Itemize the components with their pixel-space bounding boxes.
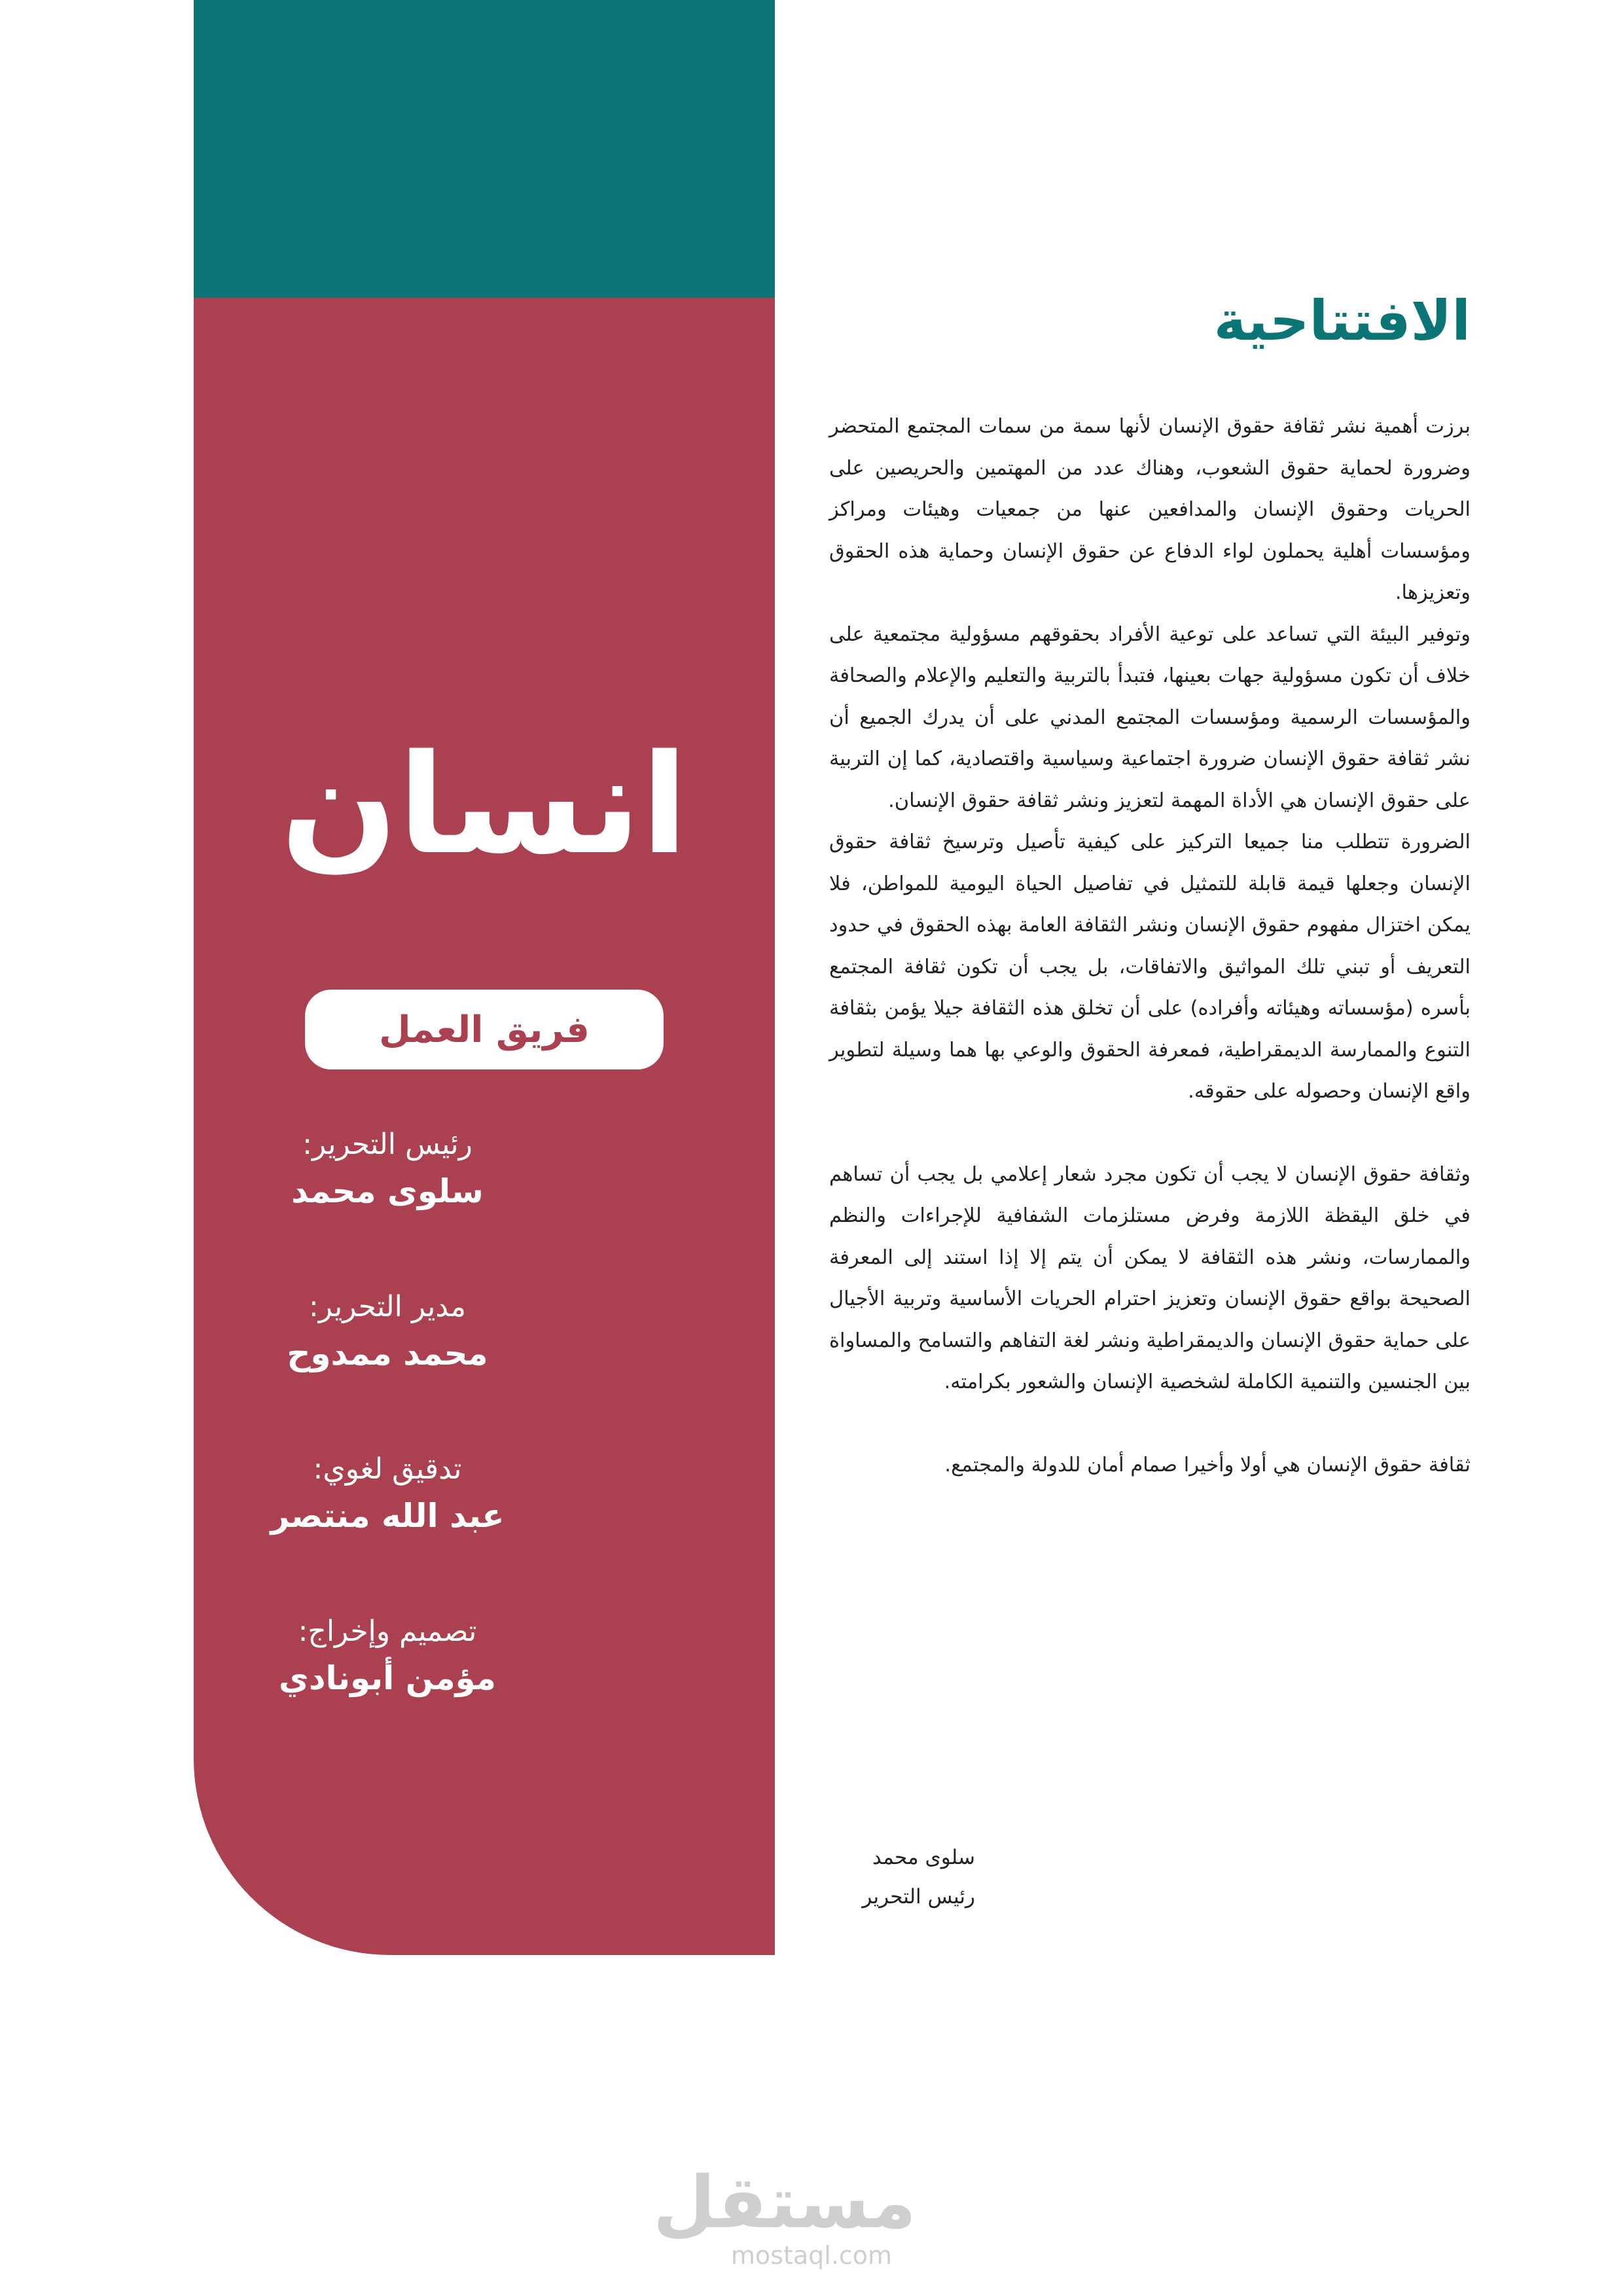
editorial-paragraph: الضرورة تتطلب منا جميعا التركيز على كيفية تأصيل وترسيخ ثقافة حقوق الإنسان وجعلها قيمة قابلة للتمثيل في تفاصيل الحياة اليومية للمواطن، فلا يمكن اختزال مفهوم حقوق الإنسان ونشر الثقافة العامة بهذه الحقوق في حدود التعريف أو تبني تلك المواثيق والاتفاقات، بل يجب أن تكون ثقافة المجتمع بأسره (مؤسساته وهيئاته وأفراده) على أن تخلق هذه الثقافة جيلا يؤمن بثقافة التنوع والممارسة الديمقراطية، فمعرفة الحقوق والوعي بها هما وسيلة لتطوير واقع الإنسان وحصوله على حقوقه.	[829, 831, 1471, 1103]
credit-editor-in-chief	[194, 1126, 581, 1288]
credit-role: تدقيق لغوي:	[313, 1452, 462, 1486]
credit-proofreading	[194, 1450, 581, 1613]
credit-role: رئيس التحرير:	[302, 1128, 473, 1161]
watermark-url: mostaql.com	[730, 2241, 893, 2270]
credit-name: مؤمن أبونادي	[279, 1659, 496, 1698]
editorial-paragraph: وثقافة حقوق الإنسان لا يجب أن تكون مجرد شعار إعلامي بل يجب أن تساهم في خلق اليقظة اللازمة وفرض مستلزمات الشفافية للإجراءات والنظم والممارسات، ونشر هذه الثقافة لا يمكن أن يتم إلا إذا استند إلى المعرفة الصحيحة بواقع حقوق الإنسان وتعزيز احترام الحريات الأساسية وتربية الأجيال على حماية حقوق الإنسان والديمقراطية ونشر لغة التفاهم والتسامح والمساواة بين الجنسين والتنمية الكاملة لشخصية الإنسان والشعور بكرامته.	[829, 1162, 1471, 1393]
editorial-heading: الافتتاحية	[1213, 289, 1471, 353]
credit-design-layout	[194, 1613, 581, 1775]
credit-role: مدير التحرير:	[308, 1290, 467, 1323]
credit-role: تصميم وإخراج:	[298, 1615, 477, 1648]
team-heading-pill	[305, 990, 664, 1069]
editorial-paragraph: وتوفير البيئة التي تساعد على توعية الأفراد بحقوقهم مسؤولية مجتمعية على خلاف أن تكون مسؤولية جهات بعينها، فتبدأ بالتربية والتعليم والإعلام والصحافة والمؤسسات الرسمية ومؤسسات المجتمع المدني على أن يدرك الجميع أن نشر ثقافة حقوق الإنسان ضرورة اجتماعية وسياسية واقتصادية، كما إن التربية على حقوق الإنسان هي الأداة المهمة لتعزيز ونشر ثقافة حقوق الإنسان.	[829, 622, 1471, 812]
team-credits	[194, 1126, 581, 1775]
credit-name: سلوى محمد	[291, 1172, 484, 1211]
signature-title: رئيس التحرير	[862, 1885, 975, 1909]
credit-name: عبد الله منتصر	[270, 1497, 505, 1535]
magazine-title: انسان	[280, 725, 688, 885]
editorial-paragraph: ثقافة حقوق الإنسان هي أولا وأخيرا صمام أمان للدولة والمجتمع.	[944, 1453, 1471, 1477]
team-heading: فريق العمل	[379, 1008, 590, 1051]
editorial-signature	[582, 1838, 975, 1916]
credit-managing-editor	[194, 1288, 581, 1450]
teal-header-block	[194, 0, 775, 298]
editorial-body	[829, 406, 1471, 1486]
mostaql-watermark	[652, 2161, 916, 2270]
watermark-logo: مستقل	[652, 2161, 916, 2244]
signature-name: سلوى محمد	[872, 1846, 975, 1869]
credit-name: محمد ممدوح	[287, 1335, 488, 1373]
editorial-paragraph: برزت أهمية نشر ثقافة حقوق الإنسان لأنها سمة من سمات المجتمع المتحضر وضرورة لحماية حقوق الشعوب، وهناك عدد من المهتمين والحريصين على الحريات وحقوق الإنسان والمدافعين عنها من جمعيات وهيئات ومراكز ومؤسسات أهلية يحملون لواء الدفاع عن حقوق الإنسان وحماية هذه الحقوق وتعزيزها.	[829, 415, 1471, 604]
